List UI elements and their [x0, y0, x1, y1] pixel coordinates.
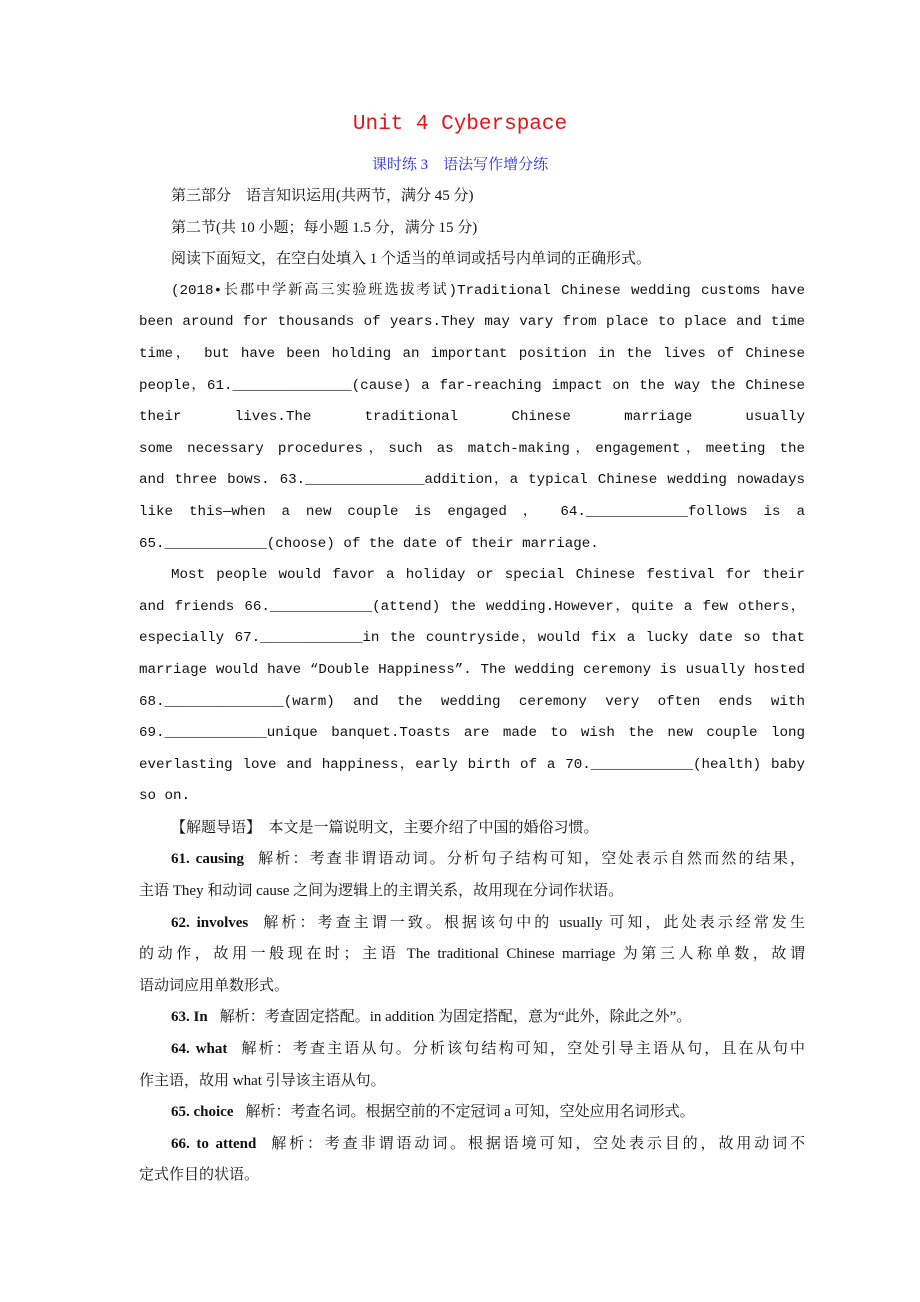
explanation: 解析：考查主语从句。分析该句结构可知，空处引导主语从句，且在从句中: [239, 1041, 805, 1058]
answer-label: 65. choice: [171, 1104, 234, 1121]
answer-62: [139, 908, 805, 1003]
document-body: [139, 181, 805, 1192]
answer-66: [139, 1129, 805, 1192]
passage-line: 69.____________unique banquet.Toasts are made to wish the new couple long: [139, 725, 805, 742]
section-subheading: 第二节(共 10 小题；每小题 1.5 分，满分 15 分): [171, 219, 478, 236]
passage-line: their lives.The traditional Chinese marriage usually: [139, 409, 805, 426]
explanation: 解析：考查主谓一致。根据该句中的 usually 可知，此处表示经常发生: [260, 914, 805, 931]
answer-label: 63. In: [171, 1009, 208, 1026]
passage-line: 68.______________(warm) and the wedding ceremony very often ends with: [139, 693, 805, 710]
page-title: Unit 4 Cyberspace: [352, 113, 568, 136]
passage-line: time， but have been holding an important position in the lives of Chinese: [139, 345, 805, 362]
lesson-subtitle: 课时练 3 语法写作增分练: [371, 157, 549, 173]
passage-line: (2018•长郡中学新高三实验班选拔考试)Traditional Chinese wedding customs have: [171, 282, 805, 299]
passage-line: everlasting love and happiness，early birth of a 70.____________(health) baby: [139, 756, 805, 773]
explanation: 语动词应用单数形式。: [139, 977, 290, 994]
answer-65: [139, 1097, 805, 1129]
passage-line: so on.: [139, 788, 191, 805]
answer-label: 61. causing: [171, 851, 245, 868]
passage-line: and friends 66.____________(attend) the wedding.However，quite a few others，: [139, 598, 805, 615]
explanation: 解析：考查名词。根据空前的不定冠词 a 可知，空处应用名词形式。: [245, 1104, 695, 1121]
passage-line: like this—when a new couple is engaged ， 64.____________follows is a: [139, 503, 805, 520]
explanation: 解析：考查非谓语动词。根据语境可知，空处表示目的，故用动词不: [268, 1135, 805, 1152]
guide-text: 【解题导语】 本文是一篇说明文，主要介绍了中国的婚俗习惯。: [171, 819, 599, 836]
passage: [139, 276, 805, 813]
passage-line: and three bows. 63.______________addition，a typical Chinese wedding nowadays: [139, 472, 805, 489]
passage-line: especially 67.____________in the countryside，would fix a lucky date so that: [139, 630, 805, 647]
passage-line: marriage would have “Double Happiness”. The wedding ceremony is usually hosted: [139, 661, 805, 678]
passage-line: been around for thousands of years.They may vary from place to place and time: [139, 314, 805, 331]
section-heading: 第三部分 语言知识运用(共两节，满分 45 分): [171, 188, 474, 204]
answer-63: [139, 1002, 805, 1034]
answer-61: [139, 844, 805, 907]
passage-line: 65.____________(choose) of the date of their marriage.: [139, 535, 599, 552]
explanation: 解析：考查固定搭配。in addition 为固定搭配，意为“此外，除此之外”。: [219, 1009, 692, 1026]
explanation: 的动作，故用一般现在时；主语 The traditional Chinese marriage 为第三人称单数，故谓: [139, 946, 805, 963]
explanation: 主语 They 和动词 cause 之间为逻辑上的主谓关系，故用现在分词作状语。: [139, 883, 624, 900]
explanation: 作主语，故用 what 引导该主语从句。: [139, 1072, 386, 1089]
explanation: 解析：考查非谓语动词。分析句子结构可知，空处表示自然而然的结果，: [256, 851, 805, 868]
answer-label: 64. what: [171, 1041, 228, 1058]
answer-label: 66. to attend: [171, 1135, 257, 1152]
answer-label: 62. involves: [171, 914, 249, 931]
instruction: 阅读下面短文，在空白处填入 1 个适当的单词或括号内单词的正确形式。: [171, 251, 652, 268]
passage-line: some necessary procedures，such as match-making，engagement，meeting the: [139, 440, 805, 457]
passage-line: people，61.______________(cause) a far-reaching impact on the way the Chinese: [139, 377, 805, 394]
explanation: 定式作目的状语。: [139, 1167, 260, 1184]
passage-line: Most people would favor a holiday or special Chinese festival for their: [171, 567, 805, 584]
answer-64: [139, 1034, 805, 1097]
